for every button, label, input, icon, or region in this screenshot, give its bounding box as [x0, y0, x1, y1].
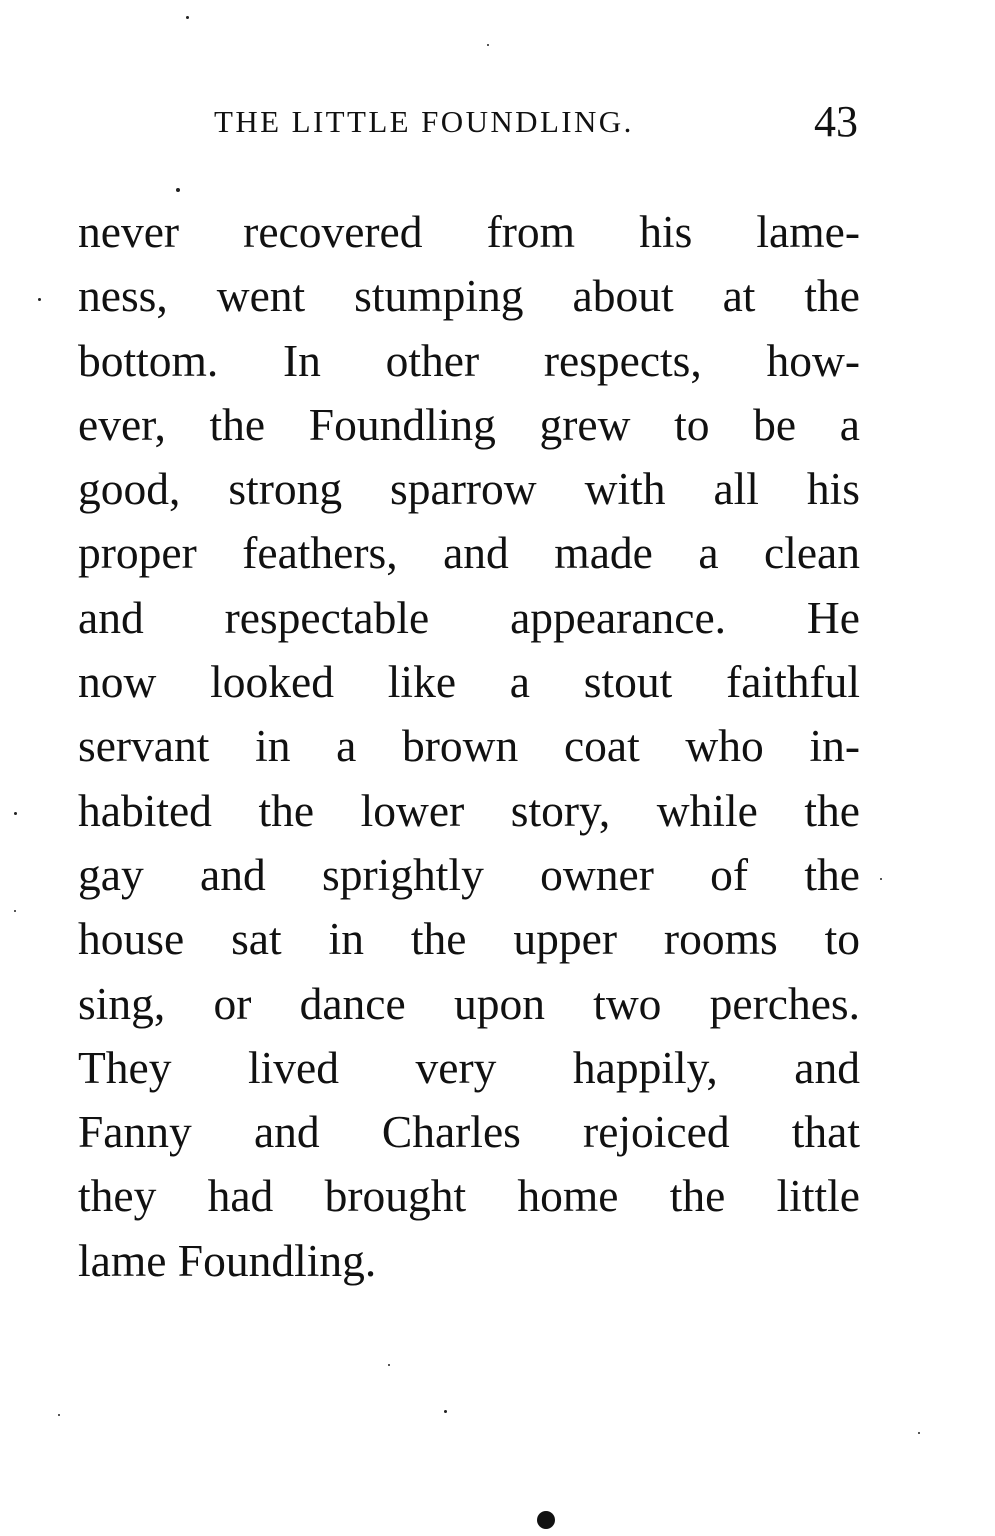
text-line: house sat in the upper rooms to	[78, 913, 860, 965]
text-line: sing, or dance upon two perches.	[78, 977, 860, 1029]
running-title: THE LITTLE FOUNDLING.	[214, 104, 634, 139]
text-line: good, strong sparrow with all his	[78, 463, 860, 515]
running-head	[214, 97, 864, 150]
text-line: ness, went stumping about at the	[78, 270, 860, 322]
paper-speck	[14, 812, 17, 815]
ink-blot	[537, 1511, 555, 1529]
paper-speck	[176, 188, 180, 192]
paper-speck	[388, 1364, 390, 1366]
text-line: lame Foundling.	[78, 1234, 377, 1286]
body-text	[78, 200, 860, 1293]
paper-speck	[186, 16, 189, 19]
text-line: bottom. In other respects, how-	[78, 334, 860, 386]
text-line: gay and sprightly owner of the	[78, 848, 860, 900]
paper-speck	[58, 1414, 60, 1416]
paper-speck	[38, 298, 41, 301]
text-line: habited the lower story, while the	[78, 784, 860, 836]
text-line: now looked like a stout faithful	[78, 656, 860, 708]
text-line: servant in a brown coat who in-	[78, 720, 860, 772]
text-line: ever, the Foundling grew to be a	[78, 398, 860, 450]
paper-speck	[880, 878, 882, 880]
page-number: 43	[814, 97, 858, 146]
paper-speck	[918, 1432, 920, 1434]
paper-speck	[14, 910, 16, 912]
text-line: never recovered from his lame-	[78, 206, 860, 257]
text-line: Fanny and Charles rejoiced that	[78, 1106, 860, 1158]
paper-speck	[444, 1410, 447, 1413]
paper-speck	[487, 44, 489, 46]
text-line: they had brought home the little	[78, 1170, 860, 1222]
text-line: They lived very happily, and	[78, 1041, 860, 1093]
text-line: proper feathers, and made a clean	[78, 527, 860, 579]
text-line: and respectable appearance. He	[78, 591, 860, 643]
